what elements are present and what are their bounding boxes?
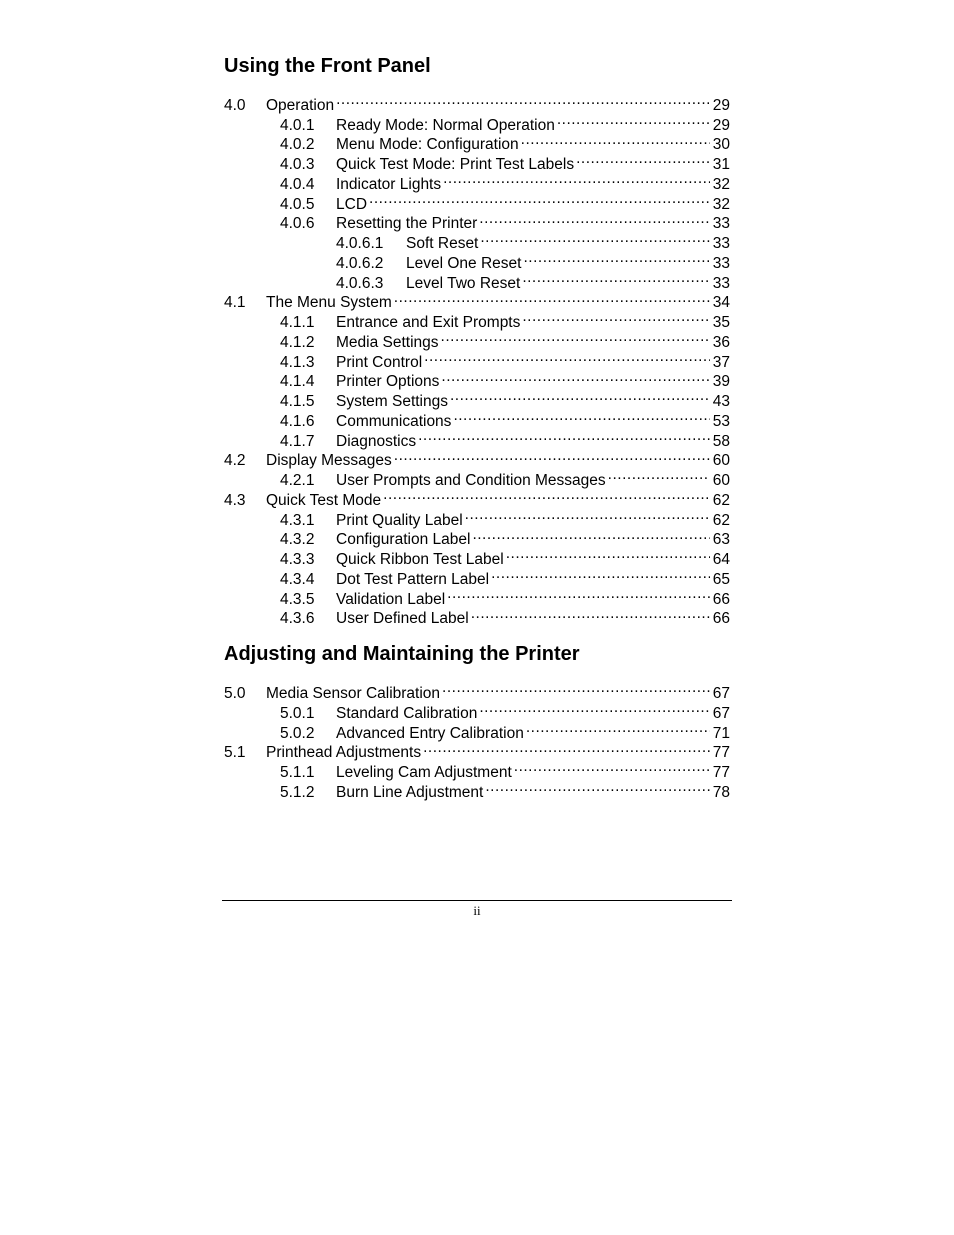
toc-entry-number: 4.2.1 <box>280 472 315 489</box>
toc-entry-number: 4.1.7 <box>280 432 315 450</box>
dot-leader <box>442 678 710 698</box>
toc-entry-title: Quick Test Mode <box>266 491 382 509</box>
toc-entry-number: 4.1.2 <box>280 333 315 351</box>
toc-entry-number: 4.1.1 <box>280 314 315 331</box>
toc-entry-title: Burn Line Adjustment <box>336 783 484 801</box>
toc-entry-number: 4.3.1 <box>280 511 315 529</box>
toc-entry-page-number: 78 <box>712 783 730 801</box>
toc-entry-number: 4.0.6.3 <box>336 274 384 292</box>
toc-entry-title: Advanced Entry Calibration <box>336 724 524 742</box>
toc-entry-number: 4.2 <box>224 452 246 470</box>
dot-leader <box>514 757 710 777</box>
toc-entry-page-number: 67 <box>712 704 730 722</box>
toc-entry-title: Ready Mode: Normal Operation <box>336 116 555 134</box>
toc-entry-number: 4.0.5 <box>280 195 315 213</box>
toc-entry-page-number: 62 <box>712 491 730 509</box>
toc-entry-title: User Prompts and Condition Messages <box>336 472 606 489</box>
dot-leader <box>485 777 710 797</box>
toc-entry-page-number: 67 <box>712 685 730 702</box>
toc-entry-number: 5.0.1 <box>280 704 315 722</box>
toc-entry-title: Diagnostics <box>336 432 417 450</box>
toc-list <box>224 678 730 801</box>
dot-leader <box>450 386 710 406</box>
dot-leader <box>491 564 710 584</box>
toc-section-front-panel <box>224 52 730 628</box>
toc-entry-title: Soft Reset <box>406 235 479 252</box>
toc-entry-page-number: 33 <box>712 254 730 272</box>
toc-entry-number: 5.0.2 <box>280 724 315 742</box>
dot-leader <box>557 110 710 130</box>
toc-entry-page-number: 29 <box>712 96 730 114</box>
toc-entry-page-number: 65 <box>712 570 730 588</box>
toc-entry-title: Resetting the Printer <box>336 215 478 233</box>
dot-leader <box>576 149 710 169</box>
toc-entry-title: Entrance and Exit Prompts <box>336 314 521 331</box>
dot-leader <box>522 307 710 327</box>
dot-leader <box>394 446 710 466</box>
toc-entry-title: Quick Ribbon Test Label <box>336 551 504 568</box>
dot-leader <box>443 169 710 189</box>
dot-leader <box>369 189 710 209</box>
toc-entry-title: Printhead Adjustments <box>266 744 422 762</box>
toc-entry-page-number: 77 <box>712 744 730 762</box>
toc-entry-page-number: 60 <box>712 452 730 470</box>
toc-entry-title: Operation <box>266 96 335 114</box>
footer-page-number: ii <box>473 903 481 918</box>
toc-entry-title: Media Sensor Calibration <box>266 685 441 702</box>
toc-entry-title: Dot Test Pattern Label <box>336 570 490 588</box>
toc-entry-page-number: 32 <box>712 175 730 193</box>
toc-entry-page-number: 66 <box>712 610 730 628</box>
dot-leader <box>480 228 710 248</box>
dot-leader <box>383 485 710 505</box>
toc-entry-number: 4.0.6.1 <box>336 235 384 252</box>
toc-list <box>224 90 730 628</box>
toc-entry-page-number: 43 <box>712 393 730 410</box>
toc-entry-page-number: 60 <box>712 472 730 489</box>
dot-leader <box>471 604 710 624</box>
dot-leader <box>506 544 710 564</box>
toc-entry-title: Leveling Cam Adjustment <box>336 764 512 781</box>
dot-leader <box>479 209 710 229</box>
dot-leader <box>523 248 710 268</box>
dot-leader <box>447 584 710 604</box>
toc-entry-title: Level Two Reset <box>406 274 521 292</box>
dot-leader <box>424 347 710 367</box>
toc-entry-title: User Defined Label <box>336 610 469 628</box>
toc-entry-title: Print Quality Label <box>336 511 463 529</box>
dot-leader <box>336 90 710 110</box>
toc-entry-title: Communications <box>336 412 452 430</box>
toc-entry-number: 4.1.5 <box>280 393 315 410</box>
footer-divider <box>222 900 732 901</box>
dot-leader <box>453 406 710 426</box>
toc-entry[interactable] <box>224 90 730 114</box>
section-heading: Using the Front Panel <box>224 55 431 77</box>
toc-entry-number: 4.0 <box>224 96 246 114</box>
toc-entry-page-number: 37 <box>712 353 730 371</box>
toc-entry-number: 4.1.6 <box>280 412 315 430</box>
toc-entry-title: Quick Test Mode: Print Test Labels <box>336 156 575 173</box>
toc-entry-page-number: 29 <box>712 116 730 134</box>
toc-entry-page-number: 35 <box>712 314 730 331</box>
toc-entry-page-number: 33 <box>712 215 730 233</box>
toc-entry-number: 4.0.6 <box>280 215 315 233</box>
section-heading: Adjusting and Maintaining the Printer <box>224 643 580 666</box>
toc-entry-page-number: 58 <box>712 432 730 450</box>
dot-leader <box>423 738 710 758</box>
toc-entry-page-number: 53 <box>712 412 730 430</box>
toc-entry-title: Print Control <box>336 353 423 371</box>
toc-entry-page-number: 31 <box>712 156 730 173</box>
toc-entry-number: 4.3.4 <box>280 570 315 588</box>
toc-entry-number: 4.3.6 <box>280 610 315 628</box>
dot-leader <box>608 465 710 485</box>
dot-leader <box>418 426 710 446</box>
dot-leader <box>441 327 710 347</box>
toc-entry-number: 4.0.3 <box>280 156 315 173</box>
toc-entry-page-number: 63 <box>712 531 730 549</box>
toc-section-maintaining-printer <box>224 640 730 801</box>
toc-entry-number: 5.1.2 <box>280 783 315 801</box>
toc-entry-number: 4.3.2 <box>280 531 315 549</box>
toc-entry-page-number: 32 <box>712 195 730 213</box>
toc-entry-page-number: 64 <box>712 551 730 568</box>
toc-entry-number: 4.0.6.2 <box>336 254 384 272</box>
toc-entry-title: Validation Label <box>336 590 446 608</box>
toc-entry-number: 5.1 <box>224 744 246 762</box>
toc-entry-title: Display Messages <box>266 452 392 470</box>
toc-entry-title: Indicator Lights <box>336 175 442 193</box>
dot-leader <box>479 698 710 718</box>
dot-leader <box>394 288 710 308</box>
toc-entry-number: 4.1 <box>224 294 246 312</box>
toc-entry-number: 4.0.1 <box>280 116 315 134</box>
dot-leader <box>441 367 710 387</box>
toc-entry-number: 5.1.1 <box>280 764 315 781</box>
toc-entry[interactable] <box>224 288 730 312</box>
toc-entry-title: Printer Options <box>336 373 440 391</box>
toc-entry-page-number: 39 <box>712 373 730 391</box>
toc-entry-number: 4.3.3 <box>280 551 315 568</box>
toc-entry-page-number: 77 <box>712 764 730 781</box>
toc-entry-number: 4.0.4 <box>280 175 315 193</box>
toc-entry-title: The Menu System <box>266 294 392 312</box>
dot-leader <box>526 718 710 738</box>
dot-leader <box>472 525 710 545</box>
toc-entry-number: 4.1.4 <box>280 373 315 391</box>
toc-entry[interactable] <box>224 678 730 702</box>
toc-entry-number: 4.3 <box>224 491 246 509</box>
toc-entry-title: Standard Calibration <box>336 704 478 722</box>
toc-entry-page-number: 62 <box>712 511 730 529</box>
toc-entry-title: Media Settings <box>336 333 439 351</box>
toc-entry-page-number: 33 <box>712 235 730 252</box>
toc-entry-title: Menu Mode: Configuration <box>336 136 519 154</box>
toc-entry-title: System Settings <box>336 393 448 410</box>
toc-entry-page-number: 34 <box>712 294 730 312</box>
toc-entry-page-number: 66 <box>712 590 730 608</box>
toc-entry-page-number: 71 <box>712 724 730 742</box>
toc-entry-title: Level One Reset <box>406 254 522 272</box>
toc-entry-number: 4.0.2 <box>280 136 315 154</box>
dot-leader <box>465 505 710 525</box>
dot-leader <box>522 268 710 288</box>
toc-entry-page-number: 33 <box>712 274 730 292</box>
toc-entry-title: LCD <box>336 195 368 213</box>
toc-entry-title: Configuration Label <box>336 531 471 549</box>
toc-entry-number: 4.1.3 <box>280 353 315 371</box>
toc-entry-number: 4.3.5 <box>280 590 315 608</box>
toc-entry-page-number: 30 <box>712 136 730 154</box>
toc-entry-number: 5.0 <box>224 685 246 702</box>
dot-leader <box>521 130 710 150</box>
toc-entry-page-number: 36 <box>712 333 730 351</box>
table-of-contents <box>224 52 730 801</box>
